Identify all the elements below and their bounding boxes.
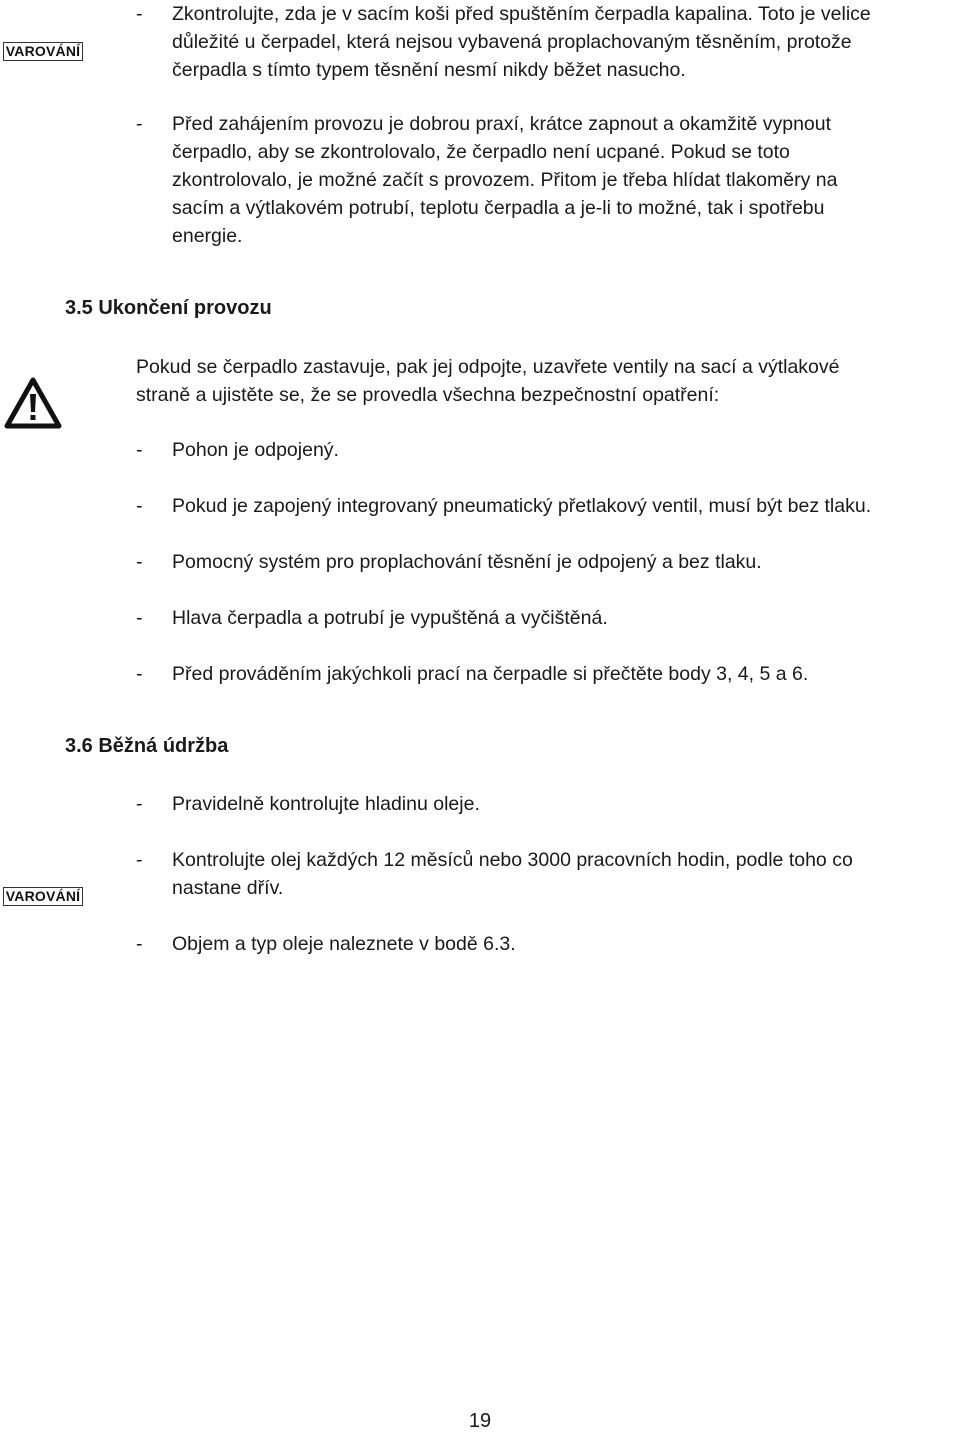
- list-dash: -: [136, 113, 143, 135]
- text-line: sacím a výtlakovém potrubí, teplotu čerpadla a je-li to možné, tak i spotřebu: [172, 197, 825, 219]
- list-item-text: Hlava čerpadla a potrubí je vypuštěná a vyčištěná.: [172, 607, 608, 629]
- list-dash: -: [136, 439, 143, 461]
- warning-triangle-icon: [4, 376, 62, 430]
- text-line: energie.: [172, 225, 243, 247]
- warning-badge: [3, 42, 83, 61]
- list-dash: -: [136, 495, 143, 517]
- text-line: čerpadla s tímto typem těsnění nesmí nikdy běžet nasucho.: [172, 59, 686, 81]
- text-line: čerpadlo, aby se zkontrolovalo, že čerpadlo není ucpané. Pokud se toto: [172, 141, 790, 163]
- list-dash: -: [136, 663, 143, 685]
- text-line: straně a ujistěte se, že se provedla všechna bezpečnostní opatření:: [136, 384, 720, 406]
- list-item: [172, 604, 956, 632]
- text-line: Zkontrolujte, zda je v sacím koši před spuštěním čerpadla kapalina. Toto je velice: [172, 3, 871, 25]
- section-heading-3-5: 3.5 Ukončení provozu: [65, 297, 272, 319]
- page-number: 19: [468, 1410, 492, 1432]
- text-line: Pokud se čerpadlo zastavuje, pak jej odpojte, uzavřete ventily na sací a výtlakové: [136, 356, 840, 378]
- list-dash: -: [136, 793, 143, 815]
- text-line: důležité u čerpadel, která nejsou vybavená proplachovaným těsněním, protože: [172, 31, 852, 53]
- list-item-text: Pomocný systém pro proplachování těsnění je odpojený a bez tlaku.: [172, 551, 762, 573]
- list-item-text: Pohon je odpojený.: [172, 439, 339, 461]
- list-dash: -: [136, 551, 143, 573]
- paragraph-liquid-check: [172, 0, 956, 84]
- list-item: [172, 548, 956, 576]
- text-line: zkontrolovalo, je možné začít s provozem. Přitom je třeba hlídat tlakoměry na: [172, 169, 838, 191]
- paragraph-shutdown-intro: [136, 353, 956, 409]
- list-dash: -: [136, 933, 143, 955]
- list-item-text: Pravidelně kontrolujte hladinu oleje.: [172, 793, 480, 815]
- list-item: [172, 660, 956, 688]
- warning-badge-label: VAROVÁNÍ: [5, 43, 81, 59]
- paragraph-startup-check: [172, 110, 956, 250]
- warning-badge: [3, 887, 83, 906]
- list-item-text: Kontrolujte olej každých 12 měsíců nebo 3000 pracovních hodin, podle toho co: [172, 849, 853, 871]
- list-dash: -: [136, 3, 143, 25]
- list-item: [172, 790, 956, 818]
- list-item-text: Před prováděním jakýchkoli prací na čerpadle si přečtěte body 3, 4, 5 a 6.: [172, 663, 809, 685]
- list-item-text-continuation: nastane dřív.: [172, 877, 284, 899]
- section-heading-3-6: 3.6 Běžná údržba: [65, 735, 229, 757]
- list-dash: -: [136, 849, 143, 871]
- list-item: [172, 930, 956, 958]
- list-item: [172, 846, 956, 902]
- list-item-text: Pokud je zapojený integrovaný pneumatický přetlakový ventil, musí být bez tlaku.: [172, 495, 872, 517]
- list-item: [172, 492, 956, 520]
- list-dash: -: [136, 607, 143, 629]
- list-item-text: Objem a typ oleje naleznete v bodě 6.3.: [172, 933, 516, 955]
- text-line: Před zahájením provozu je dobrou praxí, krátce zapnout a okamžitě vypnout: [172, 113, 832, 135]
- list-item: [172, 436, 956, 464]
- warning-badge-label: VAROVÁNÍ: [5, 888, 81, 904]
